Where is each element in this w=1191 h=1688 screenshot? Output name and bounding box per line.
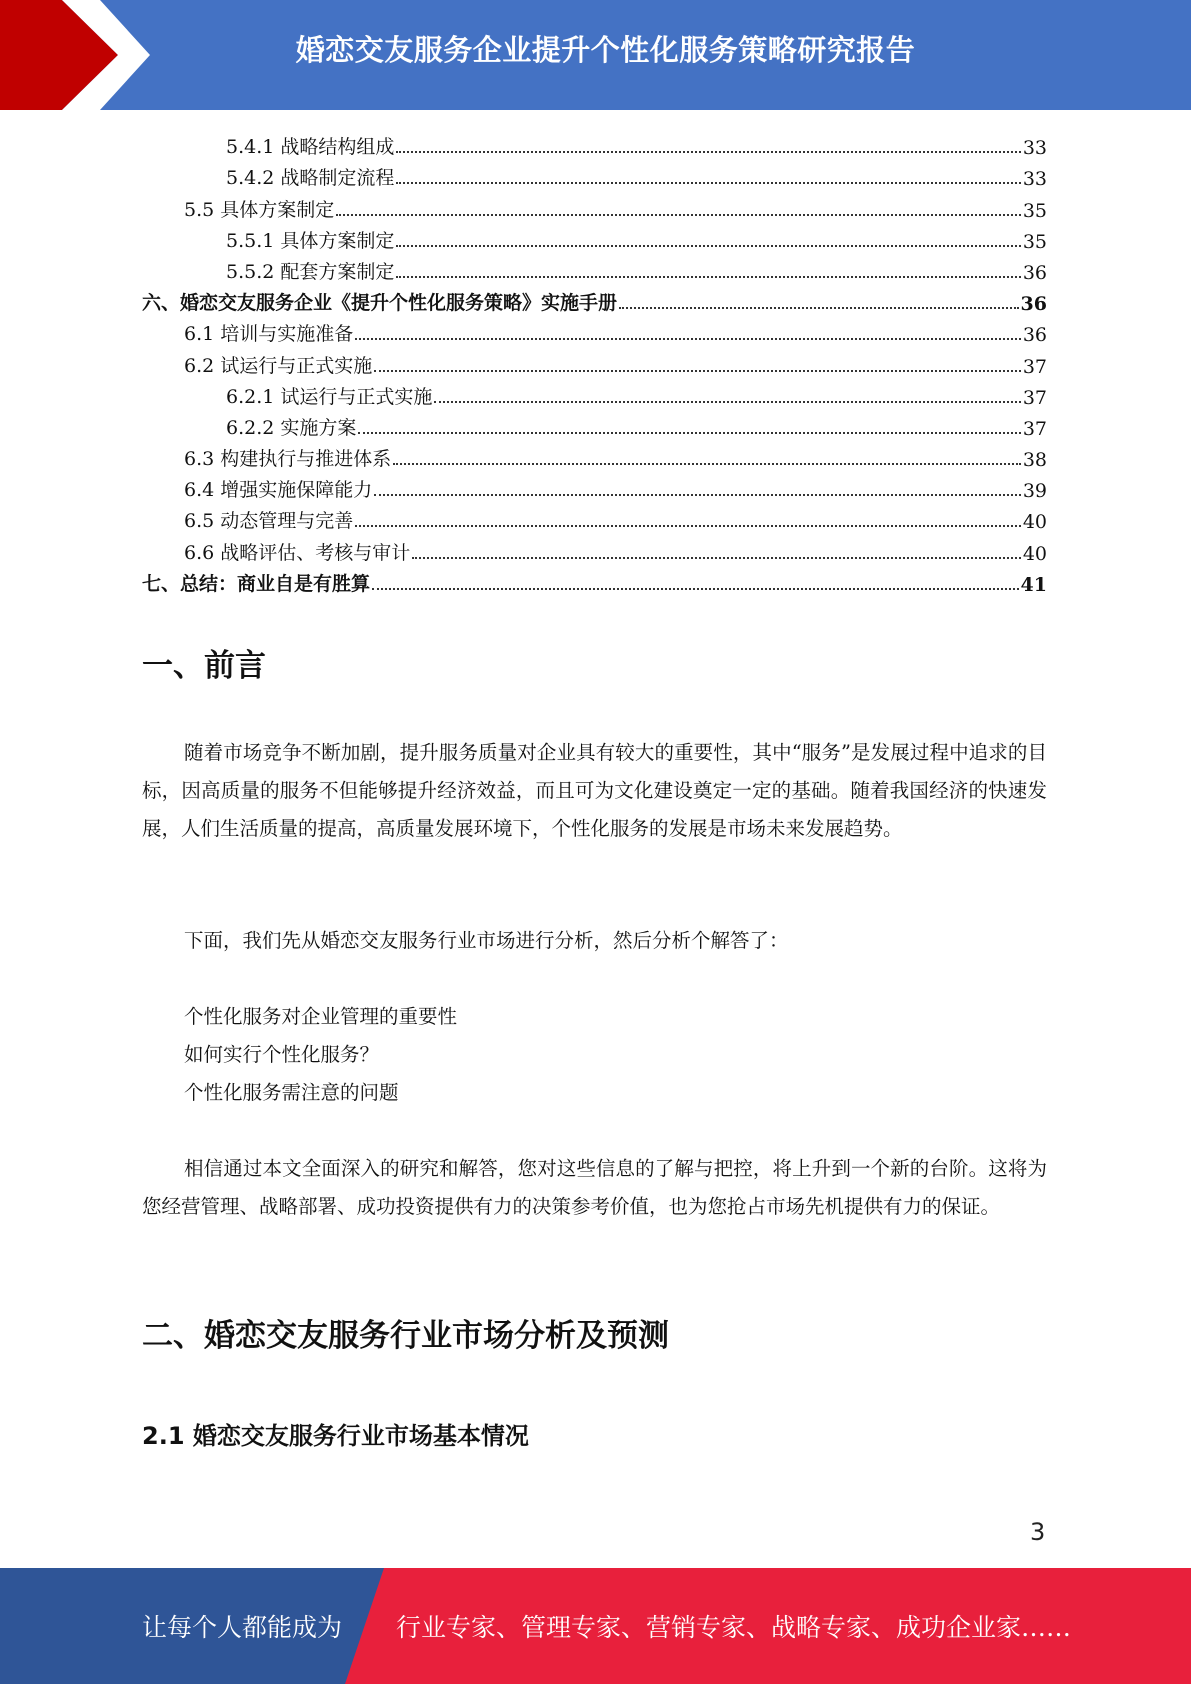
section-heading-preface: 一、前言 [142,648,266,684]
toc-entry[interactable] [142,315,1047,346]
section-heading-market-analysis: 二、婚恋交友服务行业市场分析及预测 [142,1318,669,1354]
toc-entry-page: 40 [1022,511,1047,534]
list-item: 个性化服务对企业管理的重要性 [184,1005,458,1028]
toc-dot-leader [358,420,1020,434]
toc-entry-page: 36 [1020,293,1047,316]
toc-entry[interactable] [142,471,1047,502]
toc-entry-page: 33 [1022,137,1047,160]
toc-entry-label: 七、总结：商业自是有胜算 [142,572,371,595]
toc-dot-leader [393,451,1021,465]
toc-dot-leader [412,545,1021,559]
toc-dot-leader [434,389,1020,403]
toc-dot-leader [619,295,1019,309]
toc-entry[interactable] [142,440,1047,471]
toc-dot-leader [374,358,1021,372]
toc-entry-page: 37 [1022,386,1047,409]
list-item: 如何实行个性化服务？ [184,1043,380,1066]
toc-dot-leader [396,170,1020,184]
toc-entry-label: 6.6 战略评估、考核与审计 [184,541,411,564]
toc-entry[interactable] [142,128,1047,159]
footer-slogan-left: 让每个人都能成为 [142,1613,343,1642]
toc-entry-label: 六、婚恋交友服务企业《提升个性化服务策略》实施手册 [142,292,618,315]
table-of-contents [142,128,1047,596]
toc-entry-label: 5.5.1 具体方案制定 [226,229,395,252]
preface-paragraph-3: 相信通过本文全面深入的研究和解答，您对这些信息的了解与把控，将上升到一个新的台阶。这将为您经营管理、战略部署、成功投资提供有力的决策参考价值，也为您抢占市场先机提供有力的保证。 [142,1157,1047,1218]
toc-entry[interactable] [142,409,1047,440]
toc-entry-page: 40 [1022,542,1047,565]
question-list [184,998,457,1112]
toc-entry[interactable] [142,253,1047,284]
toc-entry[interactable] [142,222,1047,253]
toc-entry[interactable] [142,533,1047,564]
toc-entry[interactable] [142,502,1047,533]
toc-entry-page: 36 [1022,324,1047,347]
toc-dot-leader [374,482,1021,496]
toc-dot-leader [396,264,1020,278]
toc-entry[interactable] [142,565,1047,596]
preface-paragraph-2: 下面，我们先从婚恋交友服务行业市场进行分析，然后分析个解答了： [184,929,789,952]
toc-entry[interactable] [142,190,1047,221]
toc-entry-page: 36 [1022,261,1047,284]
toc-entry-label: 5.4.2 战略制定流程 [226,167,395,190]
toc-entry-page: 38 [1022,449,1047,472]
toc-entry-label: 5.5.2 配套方案制定 [226,260,395,283]
toc-entry-label: 6.4 增强实施保障能力 [184,479,373,502]
toc-entry-label: 5.4.1 战略结构组成 [226,136,395,159]
toc-entry-page: 41 [1020,573,1047,596]
toc-entry-page: 37 [1022,355,1047,378]
toc-entry-page: 39 [1022,480,1047,503]
toc-entry-page: 35 [1022,230,1047,253]
subsection-heading-basic-situation: 2.1 婚恋交友服务行业市场基本情况 [142,1422,529,1450]
toc-entry-label: 5.5 具体方案制定 [184,198,335,221]
preface-paragraph-1: 随着市场竞争不断加剧，提升服务质量对企业具有较大的重要性，其中“服务”是发展过程中追求的目标，因高质量的服务不但能够提升经济效益，而且可为文化建设奠定一定的基础。随着我国经济的快速发展，人们生活质量的提高，高质量发展环境下，个性化服务的发展是市场未来发展趋势。 [142,741,1047,840]
toc-entry-label: 6.2.1 试运行与正式实施 [226,385,433,408]
document-title: 婚恋交友服务企业提升个性化服务策略研究报告 [295,33,916,67]
list-item: 个性化服务需注意的问题 [184,1081,399,1104]
toc-entry-label: 6.5 动态管理与完善 [184,510,354,533]
toc-entry[interactable] [142,284,1047,315]
footer-slogan-right: 行业专家、管理专家、营销专家、战略专家、成功企业家…… [396,1613,1072,1642]
toc-dot-leader [396,233,1020,247]
footer-banner [0,1568,1191,1684]
toc-entry-page: 35 [1022,199,1047,222]
header-banner [0,0,1191,110]
toc-dot-leader [355,326,1021,340]
toc-entry[interactable] [142,346,1047,377]
toc-dot-leader [396,139,1020,153]
toc-entry-label: 6.2 试运行与正式实施 [184,354,373,377]
toc-entry-label: 6.3 构建执行与推进体系 [184,448,392,471]
toc-entry-page: 33 [1022,168,1047,191]
toc-entry-label: 6.1 培训与实施准备 [184,323,354,346]
toc-entry[interactable] [142,159,1047,190]
toc-entry[interactable] [142,378,1047,409]
page-number: 3 [1030,1518,1046,1546]
toc-dot-leader [336,202,1021,216]
toc-dot-leader [355,513,1021,527]
toc-dot-leader [372,576,1019,590]
toc-entry-label: 6.2.2 实施方案 [226,416,357,439]
toc-entry-page: 37 [1022,417,1047,440]
